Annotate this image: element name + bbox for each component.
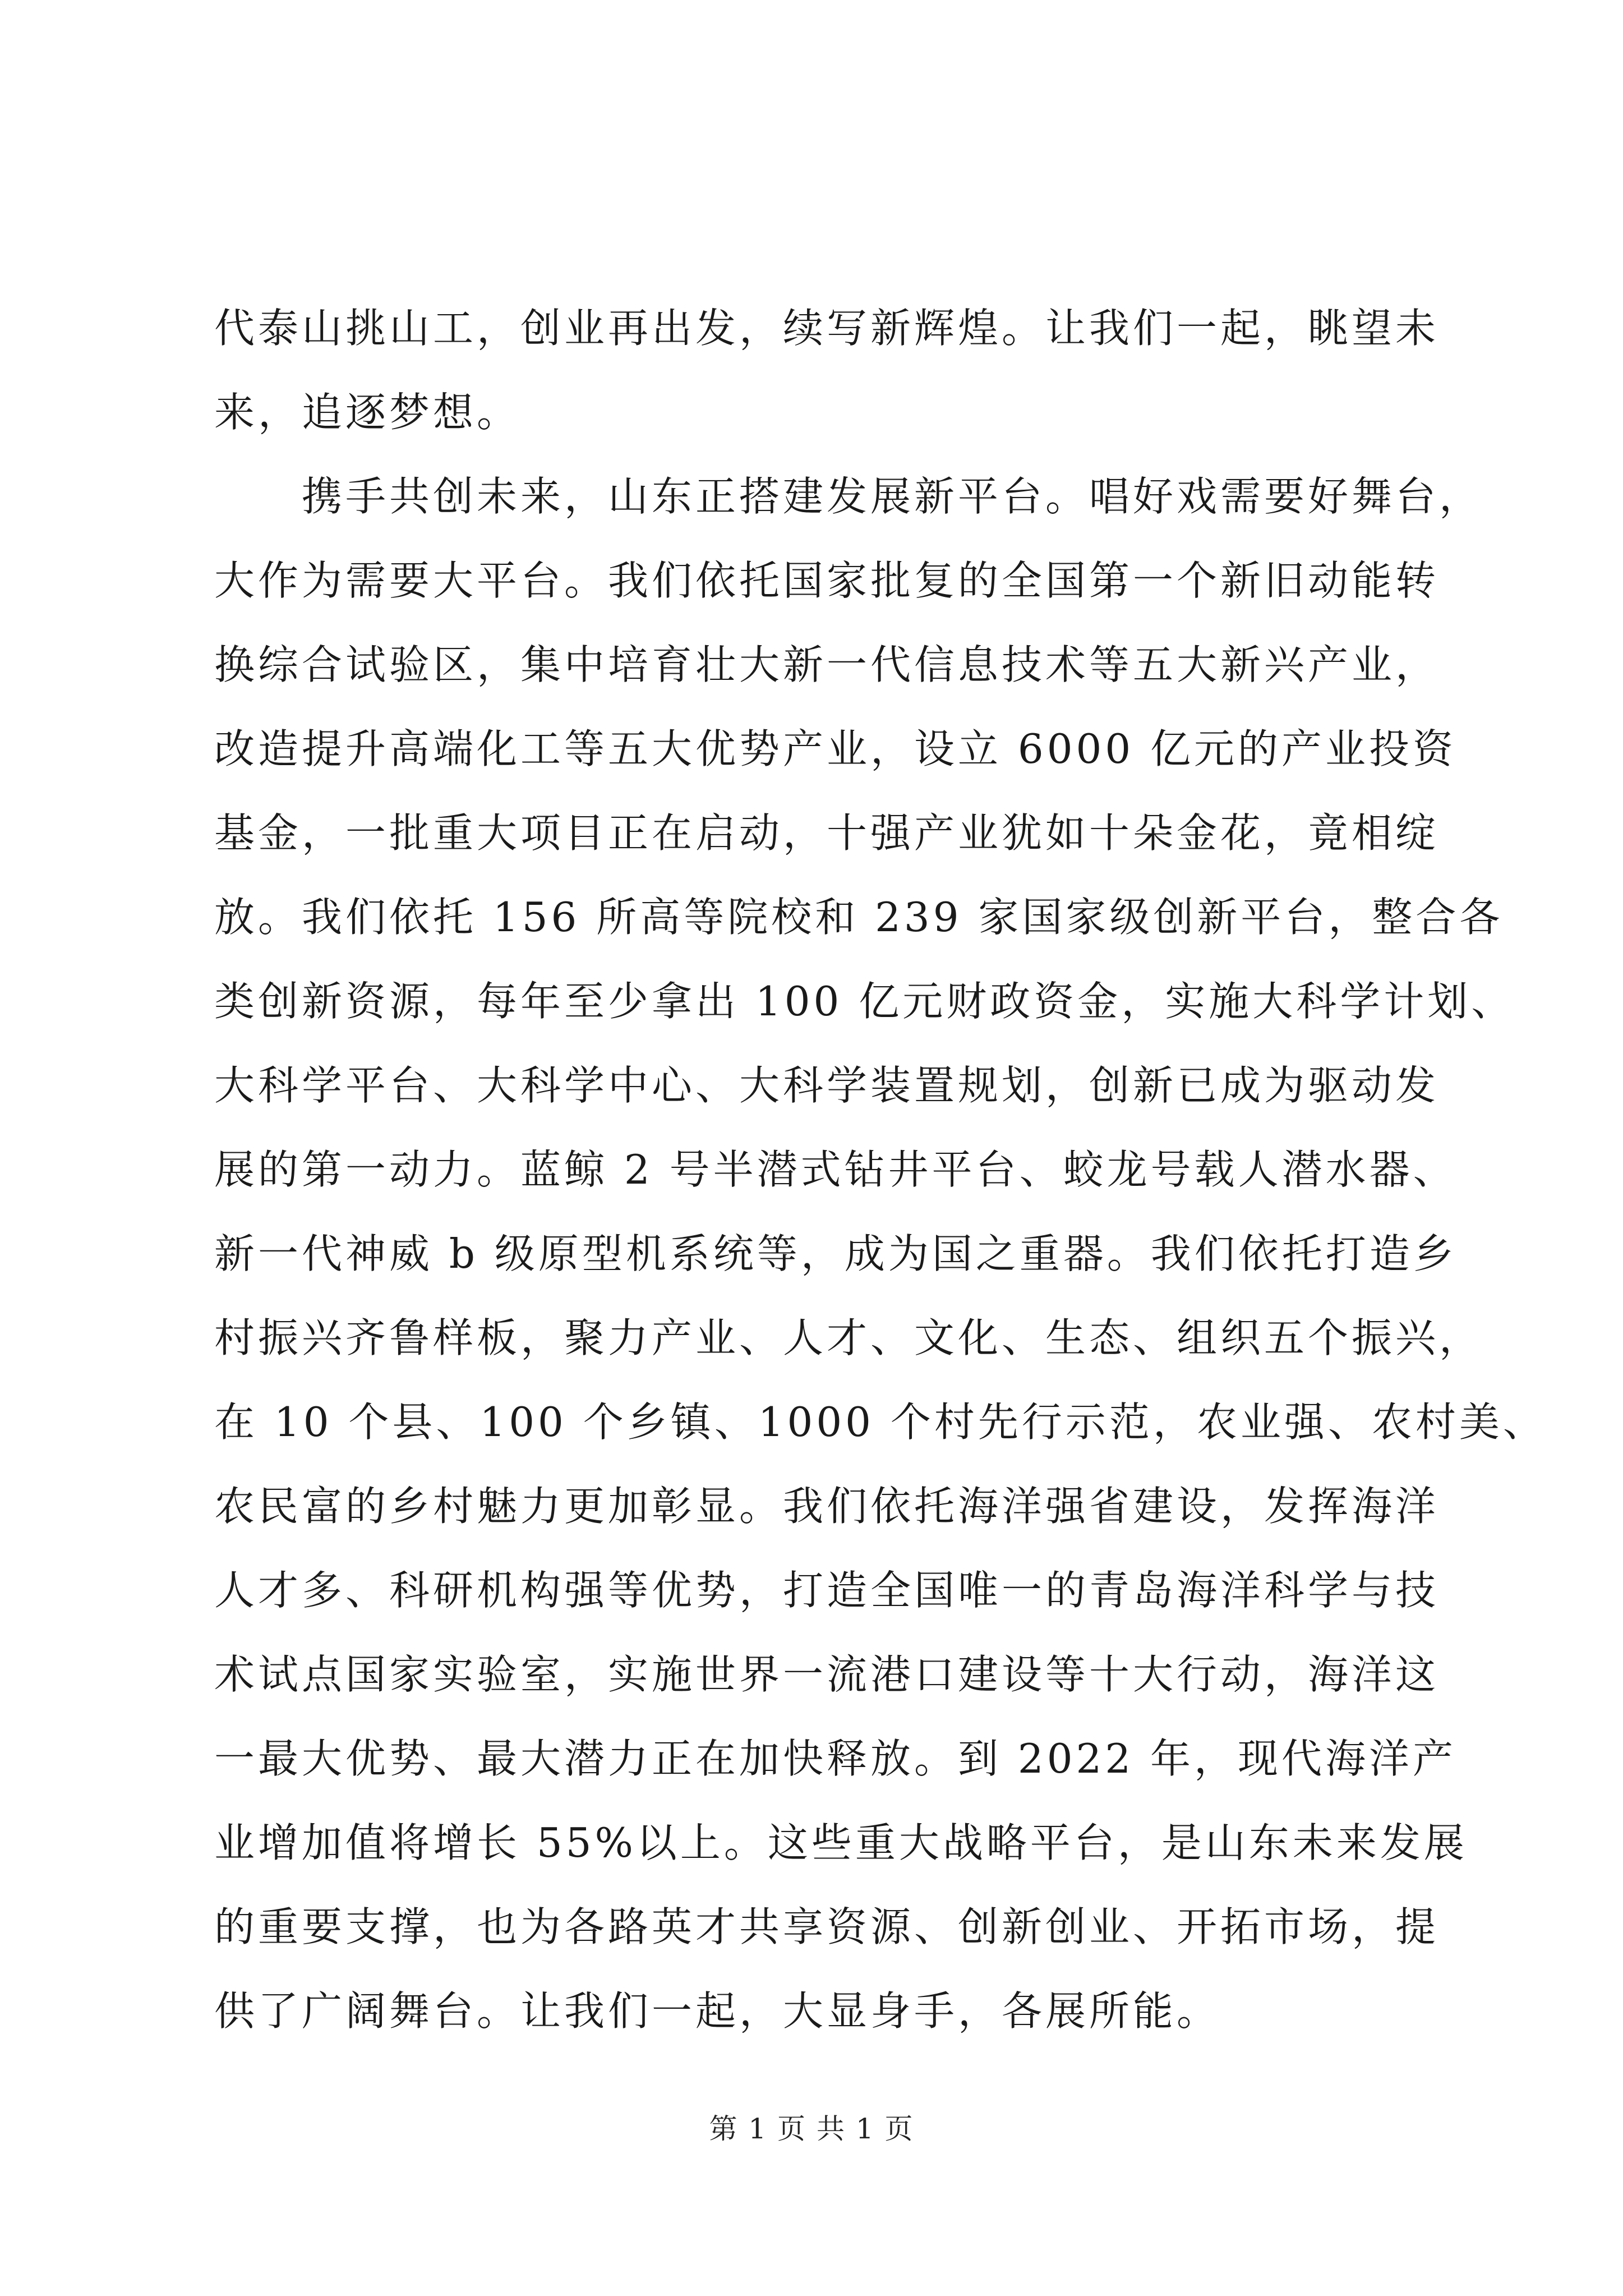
text-line: 在 10 个县、100 个乡镇、1000 个村先行示范，农业强、农村美、 — [214, 1398, 1547, 1446]
text-line: 来，追逐梦想。 — [214, 389, 521, 436]
paragraph-1 — [214, 286, 1440, 454]
text-line: 业增加值将增长 55%以上。这些重大战略平台，是山东未来发展 — [214, 1819, 1468, 1866]
text-line: 类创新资源，每年至少拿出 100 亿元财政资金，实施大科学计划、 — [214, 978, 1515, 1025]
text-line: 村振兴齐鲁样板，聚力产业、人才、文化、生态、组织五个振兴， — [214, 1314, 1483, 1361]
text-line: 基金，一批重大项目正在启动，十强产业犹如十朵金花，竟相绽 — [214, 809, 1440, 857]
text-line: 新一代神威 b 级原型机系统等，成为国之重器。我们依托打造乡 — [214, 1230, 1457, 1277]
text-line: 术试点国家实验室，实施世界一流港口建设等十大行动，海洋这 — [214, 1651, 1440, 1698]
text-line: 大作为需要大平台。我们依托国家批复的全国第一个新旧动能转 — [214, 557, 1440, 604]
text-line: 放。我们依托 156 所高等院校和 239 家国家级创新平台，整合各 — [214, 894, 1504, 941]
document-body — [214, 286, 1547, 2053]
text-line: 携手共创未来，山东正搭建发展新平台。唱好戏需要好舞台， — [302, 473, 1483, 520]
paragraph-2 — [214, 454, 1547, 2053]
text-line: 人才多、科研机构强等优势，打造全国唯一的青岛海洋科学与技 — [214, 1567, 1440, 1614]
text-line: 展的第一动力。蓝鲸 2 号半潜式钻井平台、蛟龙号载人潜水器、 — [214, 1146, 1457, 1193]
page-footer — [0, 2106, 1623, 2147]
page-number: 第 1 页 共 1 页 — [709, 2113, 914, 2145]
text-line: 的重要支撑，也为各路英才共享资源、创新创业、开拓市场，提 — [214, 1903, 1440, 1950]
text-line: 一最大优势、最大潜力正在加快释放。到 2022 年，现代海洋产 — [214, 1735, 1457, 1782]
text-line: 换综合试验区，集中培育壮大新一代信息技术等五大新兴产业， — [214, 641, 1440, 688]
text-line: 农民富的乡村魅力更加彰显。我们依托海洋强省建设，发挥海洋 — [214, 1483, 1440, 1530]
text-line: 改造提升高端化工等五大优势产业，设立 6000 亿元的产业投资 — [214, 725, 1457, 772]
text-line: 供了广阔舞台。让我们一起，大显身手，各展所能。 — [214, 1987, 1221, 2035]
text-line: 大科学平台、大科学中心、大科学装置规划，创新已成为驱动发 — [214, 1062, 1440, 1109]
text-line: 代泰山挑山工，创业再出发，续写新辉煌。让我们一起，眺望未 — [214, 305, 1440, 352]
